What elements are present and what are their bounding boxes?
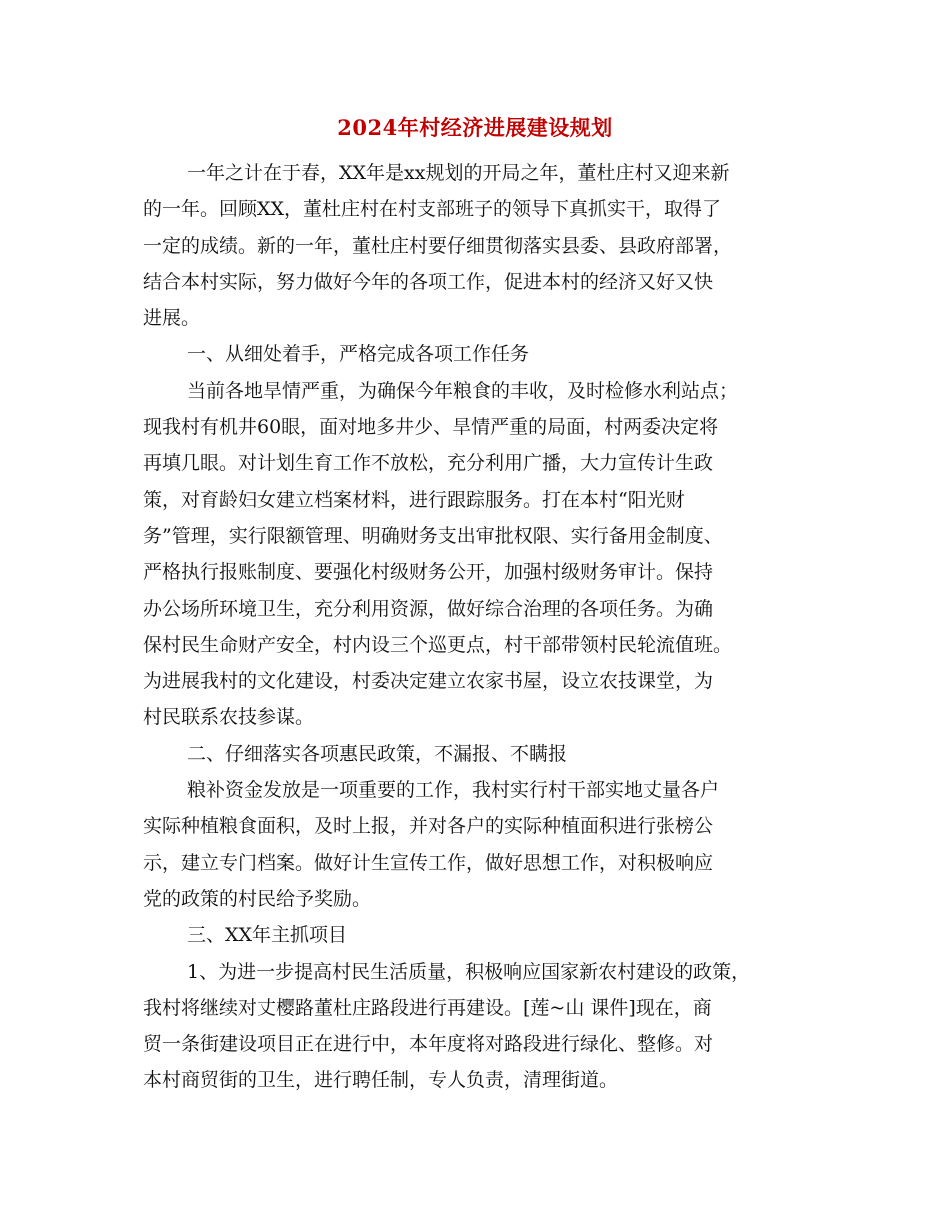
body-line: 党的政策的村民给予奖励。 bbox=[143, 887, 372, 910]
body-line: 1、为进一步提高村民生活质量，积极响应国家新农村建设的政策， bbox=[187, 960, 751, 983]
body-line: 现我村有机井60眼，面对地多井少、旱情严重的局面，村两委决定将 bbox=[143, 416, 719, 439]
body-line: 进展。 bbox=[143, 307, 201, 330]
body-line: 的一年。回顾XX，董杜庄村在村支部班子的领导下真抓实干，取得了 bbox=[143, 198, 722, 221]
body-line: 结合本村实际，努力做好今年的各项工作，促进本村的经济又好又快 bbox=[143, 270, 714, 293]
body-line: 一定的成绩。新的一年，董杜庄村要仔细贯彻落实县委、县政府部署， bbox=[143, 234, 733, 257]
body-line: 务”管理，实行限额管理、明确财务支出审批权限、实行备用金制度、 bbox=[143, 524, 723, 547]
body-line: 保村民生命财产安全，村内设三个巡更点，村干部带领村民轮流值班。 bbox=[143, 633, 733, 656]
body-line: 村民联系农技参谋。 bbox=[143, 706, 315, 729]
body-line: 我村将继续对丈樱路董杜庄路段进行再建设。[莲~山 课件]现在，商 bbox=[143, 996, 712, 1019]
document-body bbox=[143, 155, 813, 1099]
body-line: 示，建立专门档案。做好计生宣传工作，做好思想工作，对积极响应 bbox=[143, 851, 714, 874]
body-line: 粮补资金发放是一项重要的工作，我村实行村干部实地丈量各户 bbox=[187, 779, 720, 802]
body-line: 一、从细处着手，严格完成各项工作任务 bbox=[187, 343, 530, 366]
body-line: 再填几眼。对计划生育工作不放松，充分利用广播，大力宣传计生政 bbox=[143, 452, 714, 475]
body-line: 二、仔细落实各项惠民政策，不漏报、不瞒报 bbox=[187, 742, 568, 765]
body-line: 为进展我村的文化建设，村委决定建立农家书屋，设立农技课堂，为 bbox=[143, 670, 714, 693]
body-line: 贸一条街建设项目正在进行中，本年度将对路段进行绿化、整修。对 bbox=[143, 1033, 714, 1056]
body-line: 本村商贸街的卫生，进行聘任制，专人负责，清理街道。 bbox=[143, 1069, 619, 1092]
body-line: 三、XX年主抓项目 bbox=[187, 924, 348, 947]
body-line: 办公场所环境卫生，充分利用资源，做好综合治理的各项任务。为确 bbox=[143, 597, 714, 620]
body-line: 当前各地旱情严重，为确保今年粮食的丰收，及时检修水利站点； bbox=[187, 379, 739, 402]
body-line: 一年之计在于春，XX年是xx规划的开局之年，董杜庄村又迎来新 bbox=[187, 162, 730, 184]
body-line: 实际种植粮食面积，及时上报，并对各户的实际种植面积进行张榜公 bbox=[143, 815, 714, 838]
body-line: 策，对育龄妇女建立档案材料，进行跟踪服务。打在本村“阳光财 bbox=[143, 488, 685, 511]
document-title: 2024年村经济进展建设规划 bbox=[337, 115, 613, 140]
body-line: 严格执行报账制度、要强化村级财务公开，加强村级财务审计。保持 bbox=[143, 561, 714, 584]
